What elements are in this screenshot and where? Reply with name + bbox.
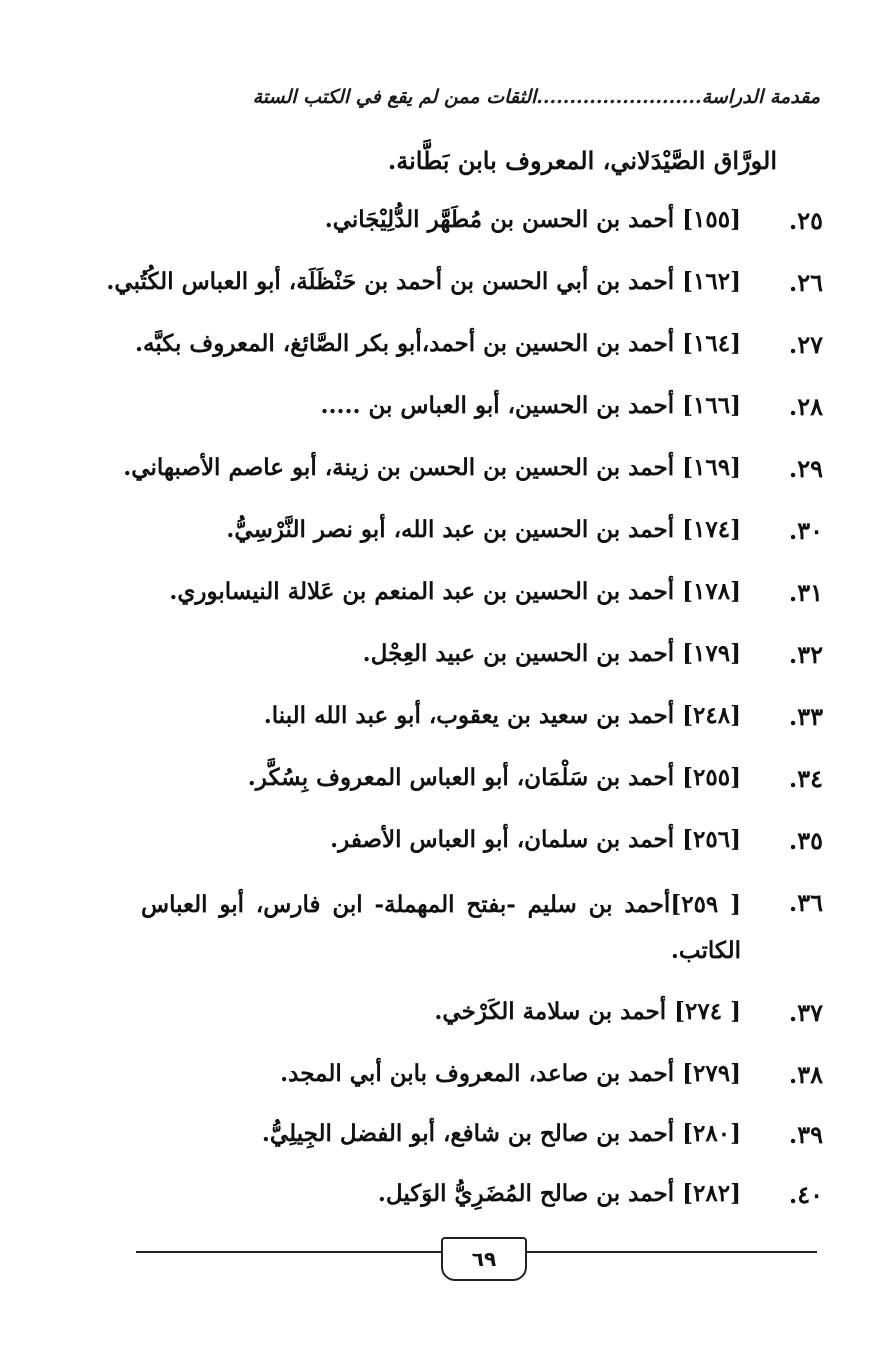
entry-number: ٣٦. bbox=[788, 888, 823, 917]
entry-text: [٢٧٩] أحمد بن صاعد، المعروف بابن أبي المجد. bbox=[280, 1060, 741, 1087]
entry-number: ٣٤. bbox=[788, 764, 823, 793]
entry-text: [١٧٩] أحمد بن الحسين بن عبيد العِجْل. bbox=[362, 640, 741, 667]
entry-number: ٢٨. bbox=[788, 392, 823, 421]
entry-number: ٢٥. bbox=[788, 206, 823, 235]
footer-rule-left bbox=[136, 1251, 441, 1253]
entry-text: [١٧٤] أحمد بن الحسين بن عبد الله، أبو نصر النَّرْسِيُّ. bbox=[226, 516, 741, 543]
entry-text: [١٦٢] أحمد بن أبي الحسن بن أحمد بن حَنْظَلَة، أبو العباس الكُتُبي. bbox=[106, 268, 741, 295]
entry-number: ٣٠. bbox=[788, 516, 823, 545]
entry-number: ٢٧. bbox=[788, 330, 823, 359]
entry-text: [٢٤٨] أحمد بن سعيد بن يعقوب، أبو عبد الله البنا. bbox=[263, 702, 741, 729]
entry-number: ٢٩. bbox=[788, 454, 823, 483]
entry-number: ٣١. bbox=[788, 578, 823, 607]
entry-number: ٣٨. bbox=[788, 1060, 823, 1089]
continuation-line: الورَّاق الصَّيْدَلاني، المعروف بابن بَطَّانة. bbox=[387, 146, 777, 175]
footer-rule-right bbox=[523, 1251, 817, 1253]
entry-text: [١٧٨] أحمد بن الحسين بن عبد المنعم بن عَلالة النيسابوري. bbox=[169, 578, 741, 605]
entry-text: [٢٥٦] أحمد بن سلمان، أبو العباس الأصفر. bbox=[330, 826, 741, 853]
running-head: مقدمة الدراسة.........................الثقات ممن لم يقع في الكتب الستة bbox=[252, 86, 820, 108]
entry-text: [١٥٥] أحمد بن الحسن بن مُطَهَّر الدُّلِيْجَاني. bbox=[324, 206, 741, 233]
entry-number: ٣٥. bbox=[788, 826, 823, 855]
entry-text: [ ٢٧٤] أحمد بن سلامة الكَرْخي. bbox=[434, 998, 741, 1025]
entry-text: [ ٢٥٩]أحمد بن سليم -بفتح المهملة- ابن فارس، أبو العباس الكاتب. bbox=[141, 891, 742, 964]
entry-number: ٤٠. bbox=[788, 1180, 823, 1209]
page-number: ٦٩ bbox=[441, 1237, 527, 1281]
entry-number: ٣٣. bbox=[788, 702, 823, 731]
entry-number: ٣٧. bbox=[788, 998, 823, 1027]
entry-text: [١٦٦] أحمد بن الحسين، أبو العباس بن ..... bbox=[320, 392, 741, 419]
entry-text: [٢٨٠] أحمد بن صالح بن شافع، أبو الفضل الجِيلِيُّ. bbox=[261, 1120, 741, 1147]
entry-number: ٣٩. bbox=[788, 1120, 823, 1149]
entry-number: ٢٦. bbox=[788, 268, 823, 297]
entry-number: ٣٢. bbox=[788, 640, 823, 669]
entry-text: [٢٨٢] أحمد بن صالح المُضَرِيُّ الوَكيل. bbox=[377, 1180, 741, 1207]
entry-text: [١٦٩] أحمد بن الحسين بن الحسن بن زينة، أبو عاصم الأصبهاني. bbox=[123, 454, 741, 481]
entry-text: [٢٥٥] أحمد بن سَلْمَان، أبو العباس المعروف بِسُكَّر. bbox=[247, 764, 741, 791]
entry-text: [١٦٤] أحمد بن الحسين بن أحمد،أبو بكر الصَّائغ، المعروف بكبَّه. bbox=[134, 330, 741, 357]
